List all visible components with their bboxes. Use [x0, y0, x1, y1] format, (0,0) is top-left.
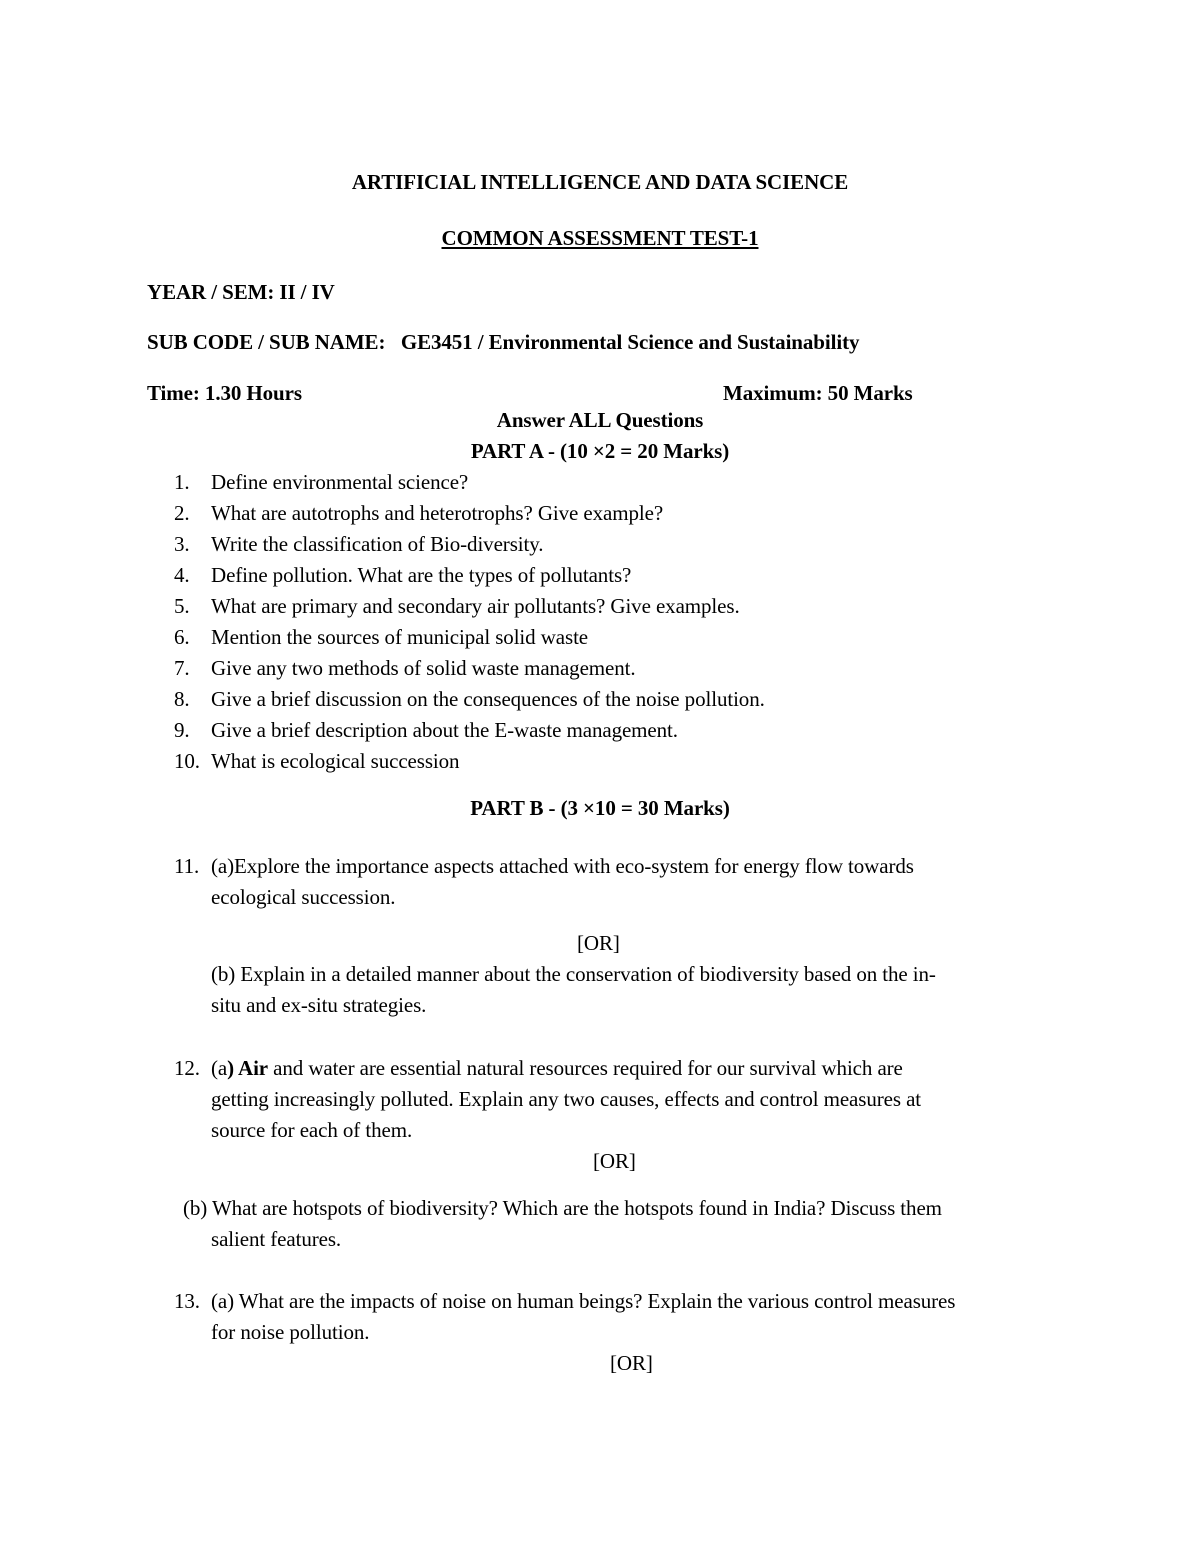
instruction: Answer ALL Questions: [496, 408, 704, 432]
or-separator: [OR]: [610, 1351, 653, 1375]
test-title: [0, 225, 1200, 251]
question-12a-line-2: getting increasingly polluted. Explain any two causes, effects and control measures at: [211, 1087, 922, 1111]
question-number: 4.: [174, 563, 190, 587]
maximum-marks: Maximum: 50 Marks: [723, 381, 913, 405]
part-b-title: PART B - (3 ×10 = 30 Marks): [470, 796, 730, 820]
question-12a-line-1: [211, 1055, 903, 1081]
question-13a-line-2: for noise pollution.: [211, 1320, 370, 1344]
question-number: 1.: [174, 470, 190, 494]
question-12a-line-3: source for each of them.: [211, 1118, 413, 1142]
question-number: 5.: [174, 594, 190, 618]
question-number: 8.: [174, 687, 190, 711]
question-12b-line-1: (b) What are hotspots of biodiversity? Which are the hotspots found in India? Discuss them: [183, 1196, 942, 1220]
subject-line: [147, 329, 859, 355]
or-separator: [OR]: [577, 931, 620, 955]
time-allowed: Time: 1.30 Hours: [147, 381, 302, 405]
question-number: 11.: [174, 854, 200, 878]
question-number: 13.: [174, 1289, 200, 1313]
department-title: ARTIFICIAL INTELLIGENCE AND DATA SCIENCE: [351, 170, 849, 194]
sub-code-label: SUB CODE / SUB NAME:: [147, 330, 386, 354]
question-text: Define environmental science?: [211, 470, 469, 494]
question-number: 7.: [174, 656, 190, 680]
question-number: 12.: [174, 1056, 200, 1080]
question-12a-rest: and water are essential natural resources required for our survival which are: [268, 1056, 903, 1080]
question-text: Give a brief discussion on the consequences of the noise pollution.: [211, 687, 765, 711]
question-11b-line-2: situ and ex-situ strategies.: [211, 993, 427, 1017]
question-text: What is ecological succession: [211, 749, 460, 773]
year-sem: YEAR / SEM: II / IV: [147, 280, 335, 304]
question-text: Write the classification of Bio-diversity.: [211, 532, 544, 556]
question-11a-line-1: (a)Explore the importance aspects attached with eco-system for energy flow towards: [211, 854, 914, 878]
test-title-text: COMMON ASSESSMENT TEST-1: [441, 226, 759, 250]
question-text: Give any two methods of solid waste management.: [211, 656, 636, 680]
question-11a-line-2: ecological succession.: [211, 885, 396, 909]
question-number: 3.: [174, 532, 190, 556]
question-12a-prefix: (a: [211, 1056, 228, 1080]
sub-code-value: GE3451 / Environmental Science and Sustainability: [400, 330, 860, 354]
question-13a-line-1: (a) What are the impacts of noise on human beings? Explain the various control measures: [211, 1289, 956, 1313]
question-number: 6.: [174, 625, 190, 649]
question-number: 9.: [174, 718, 190, 742]
question-text: Give a brief description about the E-waste management.: [211, 718, 678, 742]
question-text: Define pollution. What are the types of pollutants?: [211, 563, 632, 587]
question-number: 2.: [174, 501, 190, 525]
question-text: What are autotrophs and heterotrophs? Give example?: [211, 501, 664, 525]
question-11b-line-1: (b) Explain in a detailed manner about the conservation of biodiversity based on the in-: [211, 962, 936, 986]
question-number: 10.: [174, 749, 200, 773]
or-separator: [OR]: [593, 1149, 636, 1173]
question-12a-bold: ) Air: [227, 1056, 269, 1080]
part-a-title: PART A - (10 ×2 = 20 Marks): [470, 439, 730, 463]
question-text: Mention the sources of municipal solid waste: [211, 625, 589, 649]
question-text: What are primary and secondary air pollutants? Give examples.: [211, 594, 740, 618]
question-12b-line-2: salient features.: [211, 1227, 342, 1251]
